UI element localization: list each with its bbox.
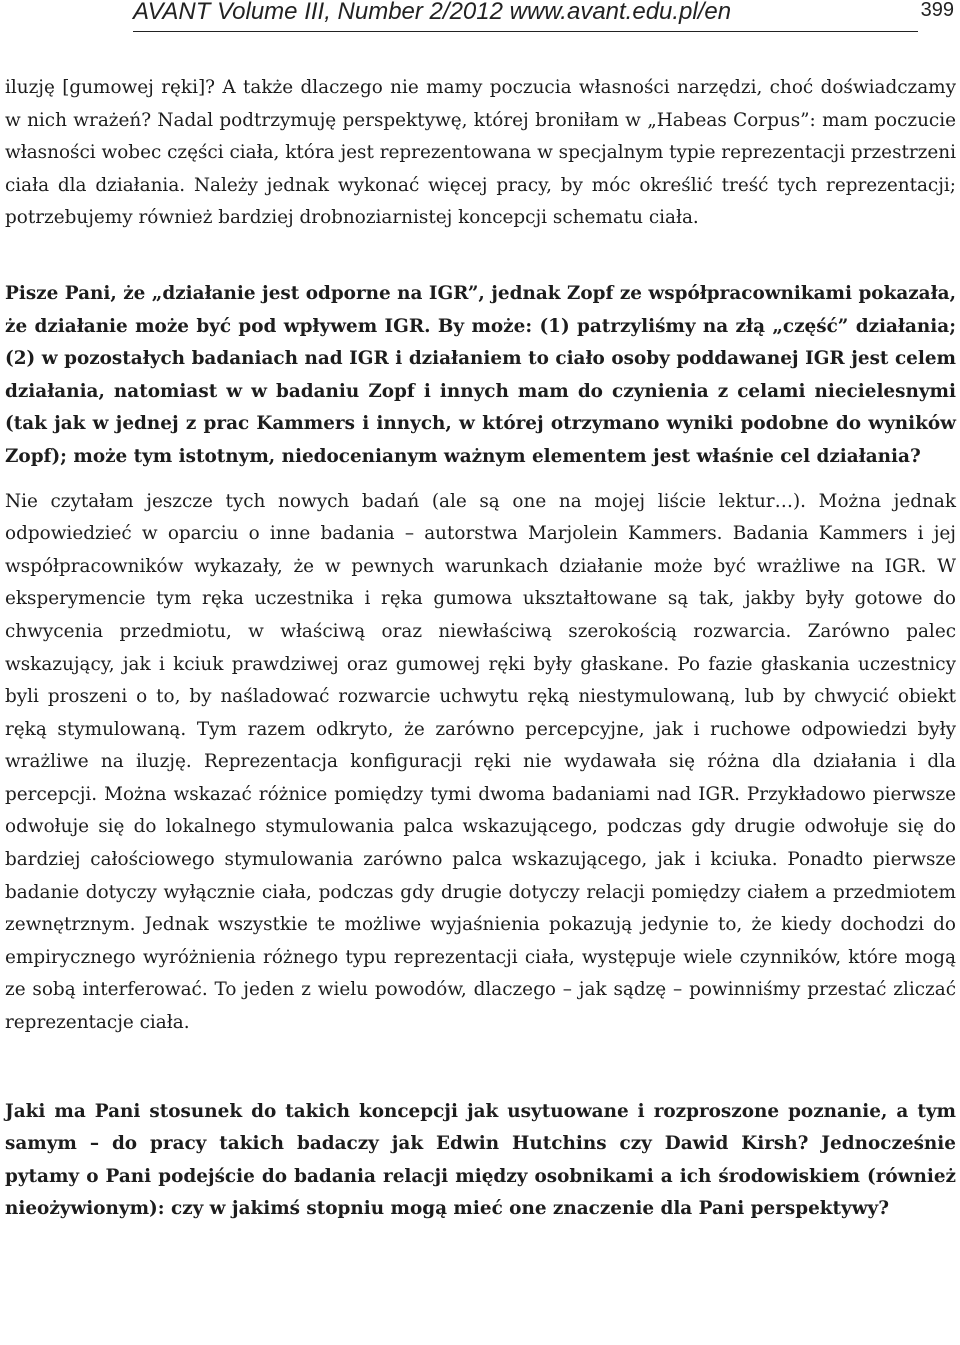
answer-paragraph: Nie czytałam jeszcze tych nowych badań (ale są one na mojej liście lektur…). Można jednak odpowiedzieć w oparciu o inne badania – autorstwa Marjolein Kammers. Badania Kammers i jej współpracowników wykazały, że w pewnych warunkach działanie może być wrażliwe na IGR. W eksperymencie tym ręka uczestnika i ręka gumowa ukształtowane są tak, jakby były gotowe do chwycenia przedmiotu, w właściwą oraz niewłaściwą szerokością rozwarcia. Zarówno palec wskazujący, jak i kciuk prawdziwej oraz gumowej ręki były głaskane. Po fazie głaskania uczestnicy byli proszeni o to, by naśladować rozwarcie uchwytu ręką niestymulowaną, lub by chwycić obiekt ręką stymulowaną. Tym razem odkryto, że zarówno percepcyjne, jak i ruchowe odpowiedzi były wrażliwe na iluzję. Reprezentacja konfiguracji ręki nie wydawała się różna dla działania i dla percepcji. Można wskazać różnice pomiędzy tymi dwoma badaniami nad IGR. Przykładowo pierwsze odwołuje się do lokalnego stymulowania palca wskazującego, podczas gdy drugie odwołuje się do bardziej całościowego stymulowania zarówno palca wskazującego, jak i kciuka. Ponadto pierwsze badanie dotyczy wyłącznie ciała, podczas gdy drugie dotyczy relacji pomiędzy ciałem a przedmiotem zewnętrznym. Jednak wszystkie te możliwe wyjaśnienia pokazują jedynie to, że kiedy dochodzi do empirycznego wyróżnienia różnego typu reprezentacji ciała, występuje wiele czynników, które mogą ze sobą interferować. To jeden z wielu powodów, dlaczego – jak sądzę – powinniśmy przestać zliczać reprezentacje ciała. (5, 490, 956, 1034)
header-rule (133, 31, 918, 32)
running-header (0, 0, 960, 40)
article-body (5, 72, 956, 1226)
interview-question: Pisze Pani, że „działanie jest odporne na IGR”, jednak Zopf ze współpracownikami pokazała, że działanie może być pod wpływem IGR. By może: (1) patrzyliśmy na złą „część” działania; (2) w pozostałych badaniach nad IGR i działaniem to ciało osoby poddawanej IGR jest celem działania, natomiast w w badaniu Zopf i innych mam do czynienia z celami niecielesnymi (tak jak w jednej z prac Kammers i innych, w której otrzymano wyniki podobne do wyników Zopf); może tym istotnym, niedocenianym ważnym elementem jest właśnie cel działania? (5, 282, 956, 467)
interview-question-next: Jaki ma Pani stosunek do takich koncepcji jak usytuowane i rozproszone poznanie, a tym samym – do pracy takich badaczy jak Edwin Hutchins czy Dawid Kirsh? Jednocześnie pytamy o Pani podejście do badania relacji między osobnikami a ich środowiskiem (również nieożywionym): czy w jakimś stopniu mogą mieć one znaczenie dla Pani perspektywy? (5, 1100, 956, 1220)
journal-header-title: AVANT Volume III, Number 2/2012 www.avant.edu.pl/en (133, 0, 732, 25)
page-number: 399 (920, 0, 954, 21)
answer-paragraph-continued: iluzję [gumowej ręki]? A także dlaczego nie mamy poczucia własności narzędzi, choć doświadczamy w nich wrażeń? Nadal podtrzymuję perspektywę, której broniłam w „Habeas Corpus”: mam poczucie własności wobec części ciała, która jest reprezentowana w specjalnym typie reprezentacji przestrzeni ciała dla działania. Należy jednak wykonać więcej pracy, by móc określić treść tych reprezentacji; potrzebujemy również bardziej drobnoziarnistej koncepcji schematu ciała. (5, 77, 956, 229)
